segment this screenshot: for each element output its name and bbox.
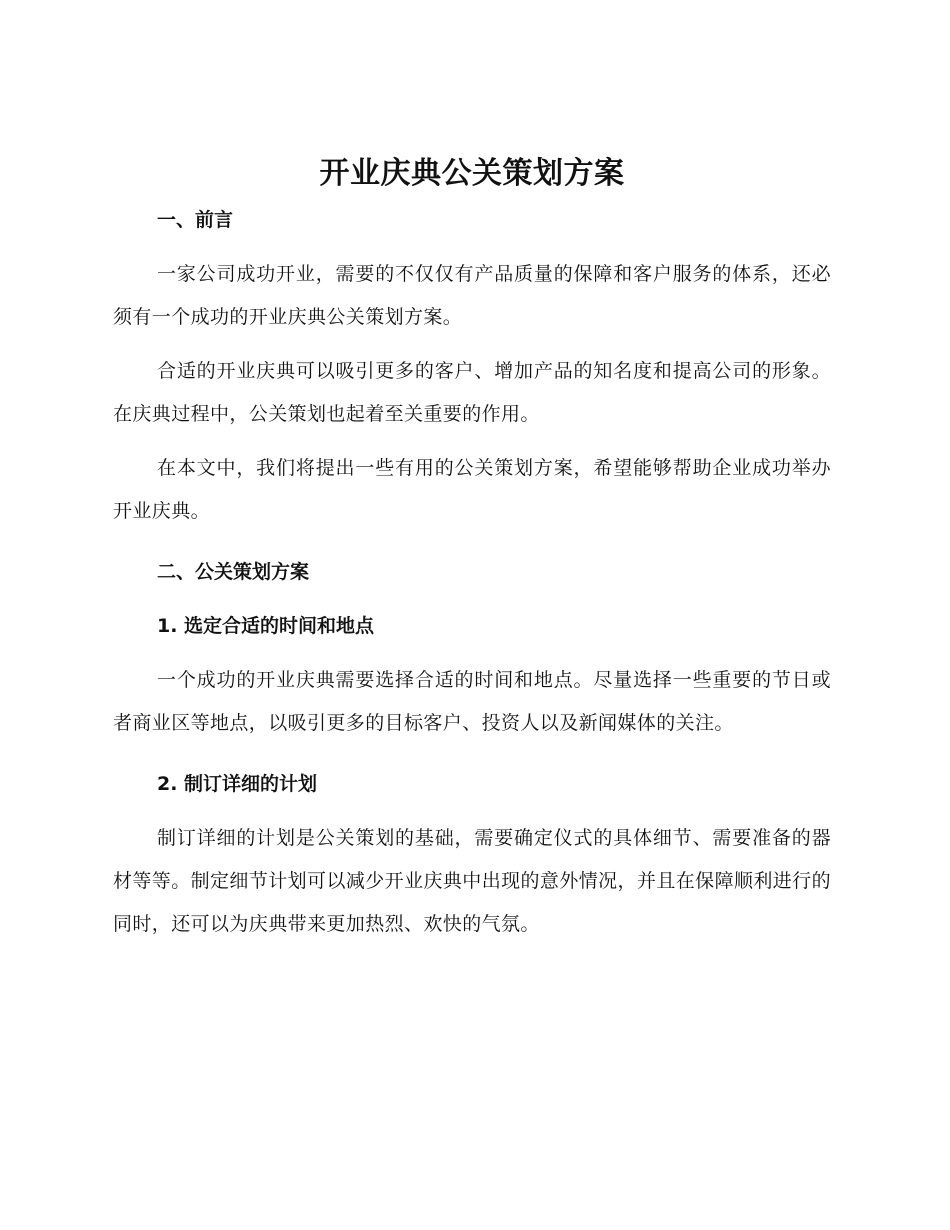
section-heading-preface: 一、前言 [157,209,234,231]
paragraph: 在本文中，我们将提出一些有用的公关策划方案，希望能够帮助企业成功举办开业庆典。 [113,457,831,522]
paragraph: 制订详细的计划是公关策划的基础，需要确定仪式的具体细节、需要准备的器材等等。制定细节计划可以减少开业庆典中出现的意外情况，并且在保障顺利进行的同时，还可以为庆典带来更加热烈、欢快的气氛。 [113,827,831,935]
subsection-heading-time-place: 1. 选定合适的时间和地点 [157,615,375,637]
subsection-heading-detailed-plan: 2. 制订详细的计划 [157,773,318,795]
paragraph: 合适的开业庆典可以吸引更多的客户、增加产品的知名度和提高公司的形象。在庆典过程中，公关策划也起着至关重要的作用。 [113,360,831,425]
paragraph: 一个成功的开业庆典需要选择合适的时间和地点。尽量选择一些重要的节日或者商业区等地点，以吸引更多的目标客户、投资人以及新闻媒体的关注。 [113,669,831,734]
section-heading-pr-plan: 二、公关策划方案 [157,561,310,583]
paragraph: 一家公司成功开业，需要的不仅仅有产品质量的保障和客户服务的体系，还必须有一个成功的开业庆典公关策划方案。 [113,263,831,328]
document-title: 开业庆典公关策划方案 [319,156,625,191]
document-body [113,152,831,946]
